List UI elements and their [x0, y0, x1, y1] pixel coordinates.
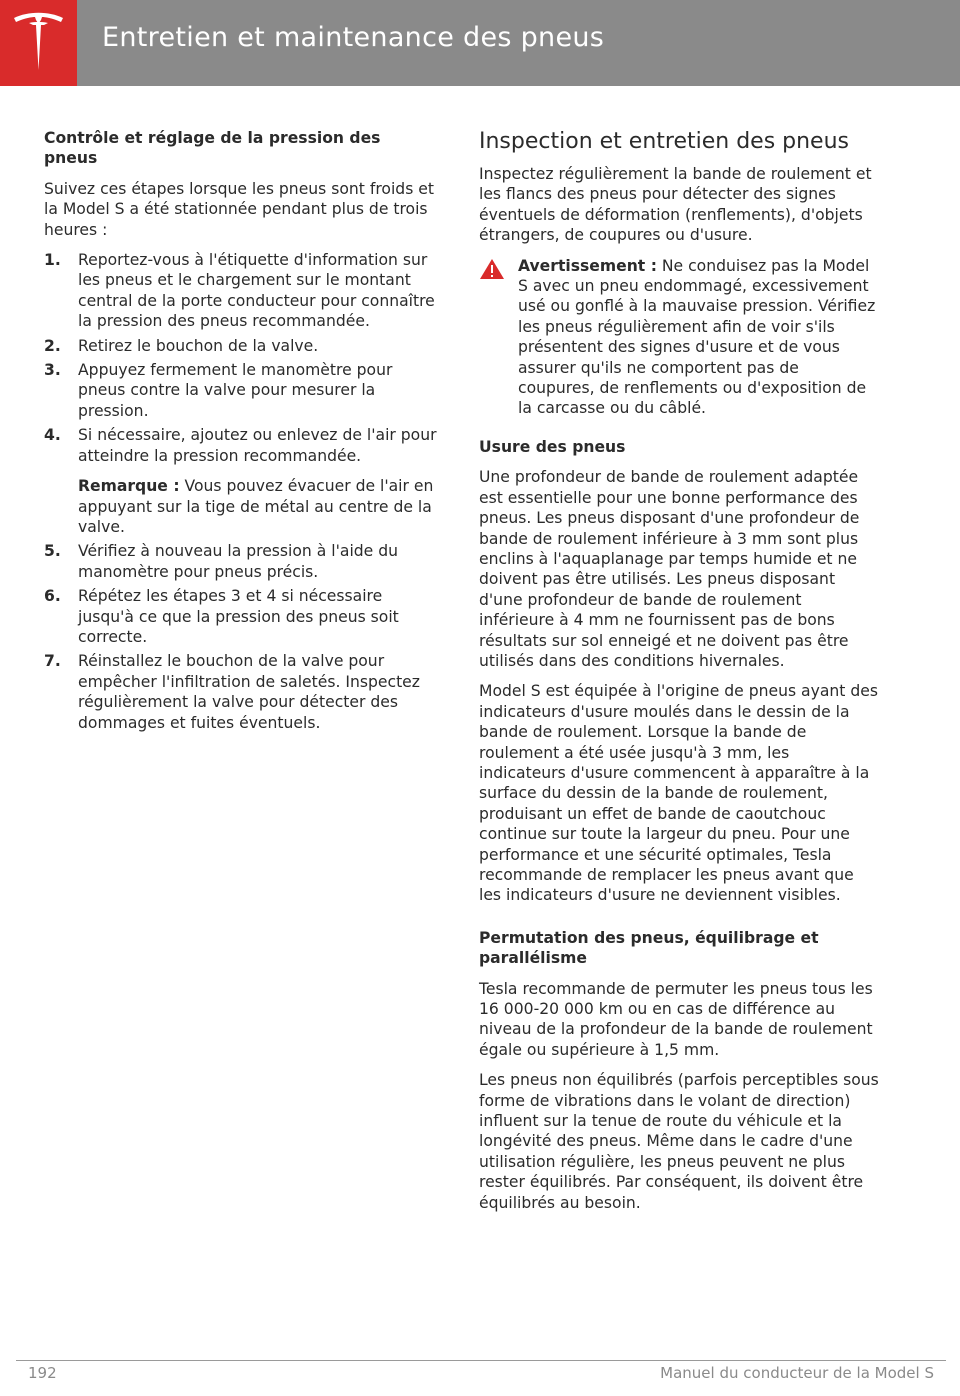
list-item — [44, 425, 439, 537]
pressure-heading: Contrôle et réglage de la pression des pneus — [44, 129, 381, 168]
warning-text: Ne conduisez pas la Model S avec un pneu endommagé, excessivement usé ou gonflé à la mauvaise pression. Vérifiez les pneus régulièrement afin de voir s'ils présentent des signes d'usure et de vous assurer qu'ils ne comportent pas de coupures, de renflements ou d'exposition de la carcasse ou du câblé. — [518, 256, 876, 418]
brand-logo — [0, 0, 77, 86]
list-item — [44, 360, 439, 421]
warning-box — [479, 256, 879, 419]
step-text: Réinstallez le bouchon de la valve pour empêcher l'infiltration de saletés. Inspectez régulièrement la valve pour détecter des dommages et fuites éventuels. — [78, 652, 420, 732]
step-text: Reportez-vous à l'étiquette d'information sur les pneus et le chargement sur le montant central de la porte conducteur pour connaître la pression des pneus recommandée. — [78, 251, 435, 331]
footer-divider — [16, 1360, 946, 1361]
inspection-intro: Inspectez régulièrement la bande de roulement et les flancs des pneus pour détecter des signes éventuels de déformation (renflements), d'objets étrangers, de coupures ou d'usure. — [479, 165, 872, 245]
list-item — [44, 541, 439, 582]
note-text: Vous pouvez évacuer de l'air en appuyant sur la tige de métal au centre de la valve. — [78, 477, 434, 536]
note-label: Remarque : — [78, 477, 180, 496]
step-number: 5. — [44, 542, 61, 561]
step-text: Retirez le bouchon de la valve. — [78, 336, 319, 355]
list-item — [44, 651, 439, 733]
list-item — [44, 250, 439, 332]
wear-paragraph-1: Une profondeur de bande de roulement adaptée est essentielle pour une bonne performance des pneus. Les pneus disposant d'une profondeur de bande de roulement inférieure à 3 mm sont plus enclins à l'aquaplanage par temps humide et ne doivent pas être utilisés. Les pneus disposant d'une profondeur de bande de roulement inférieure à 4 mm ne fournissent pas de bons résultats sur sol enneigé et ne doivent pas être utilisés dans des conditions hivernales. — [479, 468, 860, 670]
wear-heading: Usure des pneus — [479, 437, 626, 456]
rotation-paragraph-2: Les pneus non équilibrés (parfois perceptibles sous forme de vibrations dans le volant de direction) influent sur la tenue de route du véhicule et la longévité des pneus. Même dans le cadre d'une utilisation régulière, les pneus peuvent ne plus rester équilibrés. Par conséquent, ils doivent être équilibrés au besoin. — [479, 1071, 879, 1212]
page-number: 192 — [28, 1364, 57, 1382]
rotation-heading: Permutation des pneus, équilibrage et parallélisme — [479, 928, 819, 968]
pressure-steps — [44, 250, 439, 733]
note — [78, 476, 439, 537]
step-number: 6. — [44, 587, 61, 606]
footer-title: Manuel du conducteur de la Model S — [660, 1364, 934, 1382]
step-number: 7. — [44, 652, 61, 671]
right-column — [479, 128, 879, 1223]
rotation-paragraph-1: Tesla recommande de permuter les pneus tous les 16 000-20 000 km ou en cas de différence au niveau de la profondeur de la bande de roulement égale ou supérieure à 1,5 mm. — [479, 979, 873, 1059]
warning-triangle-icon — [479, 258, 505, 280]
step-text: Si nécessaire, ajoutez ou enlevez de l'air pour atteindre la pression recommandée. — [78, 426, 437, 465]
step-number: 1. — [44, 251, 61, 270]
page-title: Entretien et maintenance des pneus — [102, 22, 605, 53]
left-column — [44, 128, 439, 737]
step-text: Vérifiez à nouveau la pression à l'aide du manomètre pour pneus précis. — [78, 542, 399, 581]
wear-paragraph-2: Model S est équipée à l'origine de pneus ayant des indicateurs d'usure moulés dans le dessin de la bande de roulement. Lorsque la bande de roulement a été usée jusqu'à 3 mm, les indicateurs d'usure commencent à apparaître à la surface du dessin de la bande de roulement, produisant un effet de bande de caoutchouc continue sur toute la largeur du pneu. Pour une performance et une sécurité optimales, Tesla recommande de remplacer les pneus avant que les indicateurs d'usure ne deviennent visibles. — [479, 682, 878, 905]
step-number: 2. — [44, 336, 61, 355]
inspection-heading: Inspection et entretien des pneus — [479, 129, 849, 154]
step-number: 3. — [44, 361, 61, 380]
step-text: Répétez les étapes 3 et 4 si nécessaire jusqu'à ce que la pression des pneus soit correcte. — [78, 587, 399, 646]
page-header — [0, 0, 960, 86]
list-item — [44, 336, 439, 356]
step-number: 4. — [44, 426, 61, 445]
list-item — [44, 586, 439, 647]
tesla-logo-icon — [12, 12, 65, 74]
pressure-intro: Suivez ces étapes lorsque les pneus sont froids et la Model S a été stationnée pendant plus de trois heures : — [44, 179, 434, 239]
warning-label: Avertissement : — [518, 256, 657, 275]
step-text: Appuyez fermement le manomètre pour pneus contre la valve pour mesurer la pression. — [78, 361, 393, 420]
